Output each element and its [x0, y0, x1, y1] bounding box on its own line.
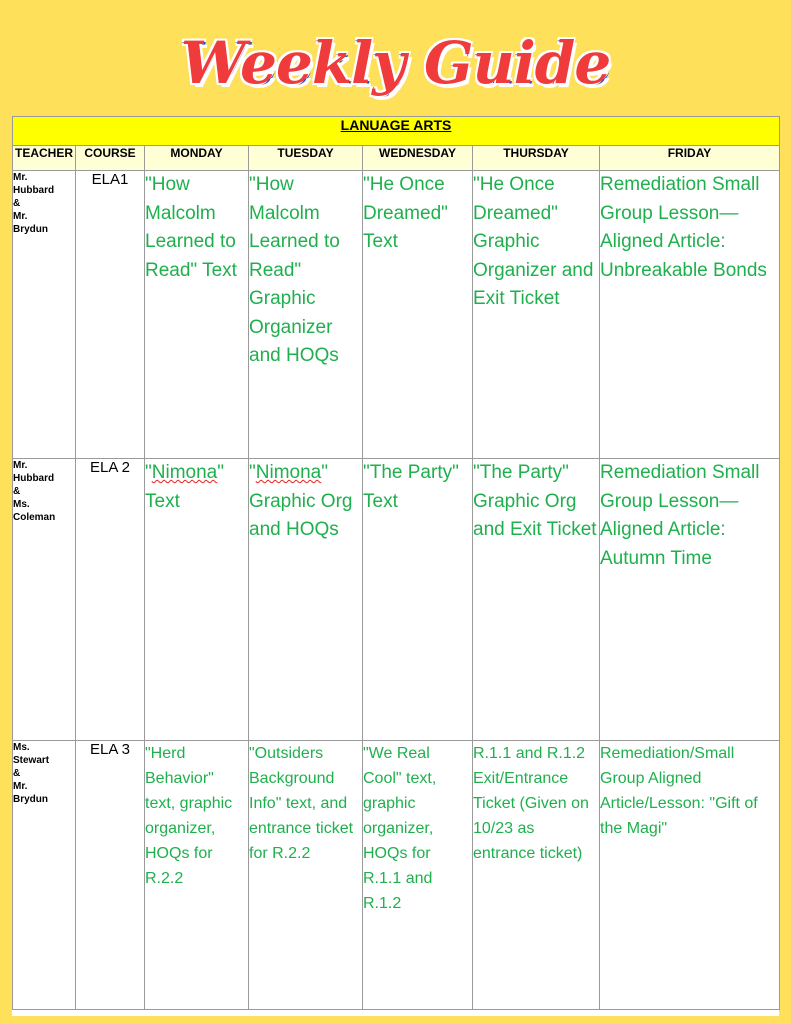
section-label: LANUAGE ARTS [13, 117, 780, 146]
table-row [13, 459, 780, 741]
column-header-tuesday: TUESDAY [249, 146, 363, 171]
wednesday-cell: "We Real Cool" text, graphic organizer, HOQs for R.1.1 and R.1.2 [363, 741, 473, 1010]
column-header-friday: FRIDAY [600, 146, 780, 171]
monday-cell: "Nimona" Text [145, 459, 249, 741]
friday-cell: Remediation Small Group Lesson— Aligned Article: Unbreakable Bonds [600, 171, 780, 459]
teacher-cell: Mr. Hubbard & Ms. Coleman [13, 459, 76, 741]
tuesday-cell-rest: Graphic Org and HOQs [249, 490, 353, 540]
thursday-cell: "The Party" Graphic Org and Exit Ticket [473, 459, 600, 741]
course-cell: ELA 3 [76, 741, 145, 1010]
friday-cell: Remediation/Small Group Aligned Article/Lesson: "Gift of the Magi" [600, 741, 780, 1010]
thursday-cell: "He Once Dreamed" Graphic Organizer and Exit Ticket [473, 171, 600, 459]
weekly-schedule-table [12, 116, 780, 1010]
teacher-cell: Mr. Hubbard & Mr. Brydun [13, 171, 76, 459]
spellcheck-word: Nimona [255, 462, 322, 483]
table-row [13, 171, 780, 459]
page-title: Weekly Guide [180, 29, 611, 97]
monday-cell: "How Malcolm Learned to Read" Text [145, 171, 249, 459]
teacher-cell: Ms. Stewart & Mr. Brydun [13, 741, 76, 1010]
title-banner [0, 18, 791, 108]
thursday-cell: R.1.1 and R.1.2 Exit/Entrance Ticket (Given on 10/23 as entrance ticket) [473, 741, 600, 1010]
table-header-row [13, 146, 780, 171]
tuesday-cell: "Nimona" Graphic Org and HOQs [249, 459, 363, 741]
column-header-thursday: THURSDAY [473, 146, 600, 171]
monday-cell-rest: Text [145, 490, 180, 512]
column-header-course: COURSE [76, 146, 145, 171]
column-header-monday: MONDAY [145, 146, 249, 171]
course-cell: ELA1 [76, 171, 145, 459]
monday-cell: "Herd Behavior" text, graphic organizer, HOQs for R.2.2 [145, 741, 249, 1010]
wednesday-cell: "The Party" Text [363, 459, 473, 741]
section-banner-row [13, 117, 780, 146]
course-cell: ELA 2 [76, 459, 145, 741]
wednesday-cell: "He Once Dreamed" Text [363, 171, 473, 459]
table-row [13, 741, 780, 1010]
tuesday-cell: "How Malcolm Learned to Read" Graphic Organizer and HOQs [249, 171, 363, 459]
column-header-teacher: TEACHER [13, 146, 76, 171]
friday-cell: Remediation Small Group Lesson— Aligned Article: Autumn Time [600, 459, 780, 741]
weekly-guide-sheet [12, 116, 779, 1016]
tuesday-cell: "Outsiders Background Info" text, and entrance ticket for R.2.2 [249, 741, 363, 1010]
column-header-wednesday: WEDNESDAY [363, 146, 473, 171]
spellcheck-word: Nimona [151, 462, 218, 483]
